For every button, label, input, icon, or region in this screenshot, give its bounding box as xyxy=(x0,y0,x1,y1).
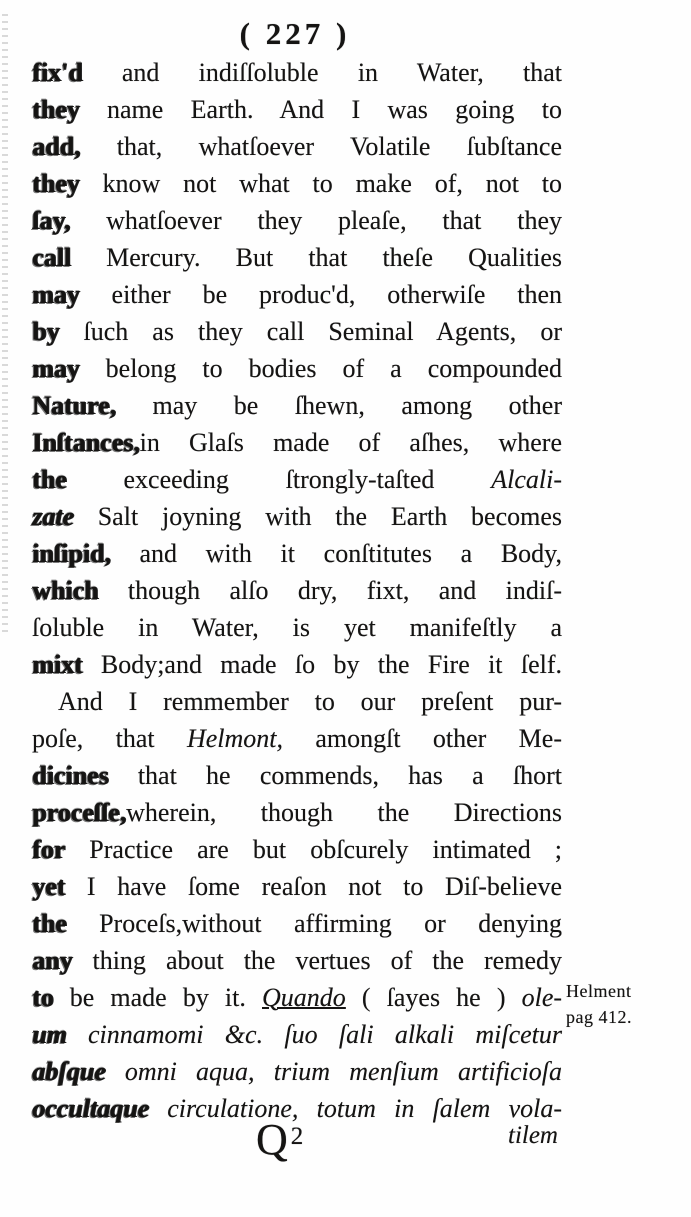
text-segment: they xyxy=(32,95,80,124)
text-segment: cinnamomi &c. ſuo ſali alkali miſcetur xyxy=(66,1020,562,1049)
signature-number: 2 xyxy=(290,1123,304,1150)
page-number: ( 227 ) xyxy=(239,16,351,51)
text-segment: Alcali- xyxy=(491,465,562,494)
text-segment: the xyxy=(32,465,67,494)
text-segment: they xyxy=(32,169,80,198)
text-segment: ſoluble in Water, is yet manifeſtly a xyxy=(32,613,562,642)
margin-note-page: pag 412. xyxy=(566,1007,632,1027)
scan-artifact-edge xyxy=(2,14,8,634)
text-line xyxy=(32,905,562,942)
text-segment: occultaque xyxy=(32,1094,149,1123)
text-line xyxy=(32,979,562,1016)
text-line xyxy=(32,91,562,128)
text-line xyxy=(32,1053,562,1090)
text-line xyxy=(32,609,562,646)
text-segment: whatſoever they pleaſe, that they xyxy=(70,206,562,235)
text-line xyxy=(32,424,562,461)
text-segment: amongſt other Me- xyxy=(283,724,562,753)
margin-note xyxy=(566,978,690,1030)
text-segment: dicines xyxy=(32,761,109,790)
text-line xyxy=(32,683,562,720)
text-segment: ( ſayes he ) xyxy=(345,983,522,1012)
text-segment: zate xyxy=(32,502,74,531)
text-line xyxy=(32,165,562,202)
text-segment: by xyxy=(32,317,60,346)
text-segment: exceeding ſtrongly-taſted xyxy=(66,465,492,494)
text-segment: um xyxy=(32,1020,67,1049)
text-segment: Salt joyning with the Earth becomes xyxy=(73,502,562,531)
text-segment: mixt xyxy=(32,650,83,679)
text-line xyxy=(32,942,562,979)
text-segment: which xyxy=(32,576,99,605)
text-line xyxy=(32,535,562,572)
text-line xyxy=(32,202,562,239)
text-segment: Body;and made ſo by the Fire it ſelf. xyxy=(82,650,562,679)
text-line xyxy=(32,831,562,868)
text-line xyxy=(32,276,562,313)
text-segment: either be produc'd, otherwiſe then xyxy=(79,280,562,309)
text-line xyxy=(32,720,562,757)
text-segment: ſuch as they call Seminal Agents, or xyxy=(59,317,562,346)
text-segment: and indiſſoluble in Water, that xyxy=(82,58,562,87)
signature-line xyxy=(32,1115,562,1188)
text-line xyxy=(32,313,562,350)
margin-note-ref: Helment xyxy=(566,981,632,1001)
signature-letter: Q xyxy=(256,1115,288,1164)
text-line xyxy=(32,350,562,387)
text-segment: may xyxy=(32,280,80,309)
text-segment: Mercury. But that theſe Qualities xyxy=(71,243,562,272)
catchword: tilem xyxy=(508,1122,558,1149)
text-segment: for xyxy=(32,835,66,864)
text-segment: ole- xyxy=(521,983,563,1012)
text-segment: thing about the vertues of the remedy xyxy=(72,946,562,975)
text-segment: belong to bodies of a compounded xyxy=(79,354,562,383)
text-segment: though alſo dry, fixt, and indiſ- xyxy=(98,576,562,605)
text-line xyxy=(32,868,562,905)
text-segment: to xyxy=(32,983,54,1012)
text-segment: ſay, xyxy=(32,206,71,235)
text-segment: that he commends, has a ſhort xyxy=(108,761,562,790)
text-line xyxy=(32,128,562,165)
text-segment: fix'd xyxy=(32,58,83,87)
text-segment: name Earth. And I was going to xyxy=(79,95,562,124)
text-segment: Nature, xyxy=(32,391,117,420)
text-segment: that, whatſoever Volatile ſubſtance xyxy=(80,132,562,161)
text-segment: Quando xyxy=(262,983,346,1012)
text-segment: Inſtances, xyxy=(32,428,140,457)
text-segment: the xyxy=(32,909,67,938)
text-segment: wherein, though the Directions xyxy=(126,798,562,827)
text-segment: may be ſhewn, among other xyxy=(116,391,562,420)
text-segment: be made by it. xyxy=(53,983,262,1012)
text-segment: proceſſe, xyxy=(32,798,127,827)
text-segment: poſe, that xyxy=(32,724,187,753)
signature-mark xyxy=(256,1115,304,1169)
text-line xyxy=(32,757,562,794)
text-segment: omni aqua, trium menſium artificioſa xyxy=(105,1057,562,1086)
text-line xyxy=(32,646,562,683)
text-segment: in Glaſs made of aſhes, where xyxy=(139,428,562,457)
text-segment: know not what to make of, not to xyxy=(79,169,562,198)
text-segment: add, xyxy=(32,132,81,161)
text-line xyxy=(32,387,562,424)
text-line xyxy=(32,572,562,609)
text-line xyxy=(32,1016,562,1053)
text-segment: circulatione, totum in ſalem vola- xyxy=(149,1094,562,1123)
text-line xyxy=(32,239,562,276)
text-segment: I have ſome reaſon not to Diſ-believe xyxy=(65,872,562,901)
text-line xyxy=(32,54,562,91)
text-segment: Helmont, xyxy=(186,724,283,753)
text-segment: Practice are but obſcurely intimated ; xyxy=(65,835,562,864)
text-segment: And I remmember to our preſent pur- xyxy=(58,687,562,716)
body-text xyxy=(32,54,562,1127)
text-segment: and with it conſtitutes a Body, xyxy=(110,539,562,568)
text-line xyxy=(32,498,562,535)
text-line xyxy=(32,461,562,498)
text-segment: abſque xyxy=(32,1057,106,1086)
text-segment: call xyxy=(32,243,71,272)
text-segment: any xyxy=(32,946,73,975)
text-segment: yet xyxy=(32,872,66,901)
text-line xyxy=(32,794,562,831)
text-segment: Proceſs,without affirming or denying xyxy=(66,909,562,938)
text-segment: may xyxy=(32,354,80,383)
text-segment: inſipid, xyxy=(32,539,111,568)
